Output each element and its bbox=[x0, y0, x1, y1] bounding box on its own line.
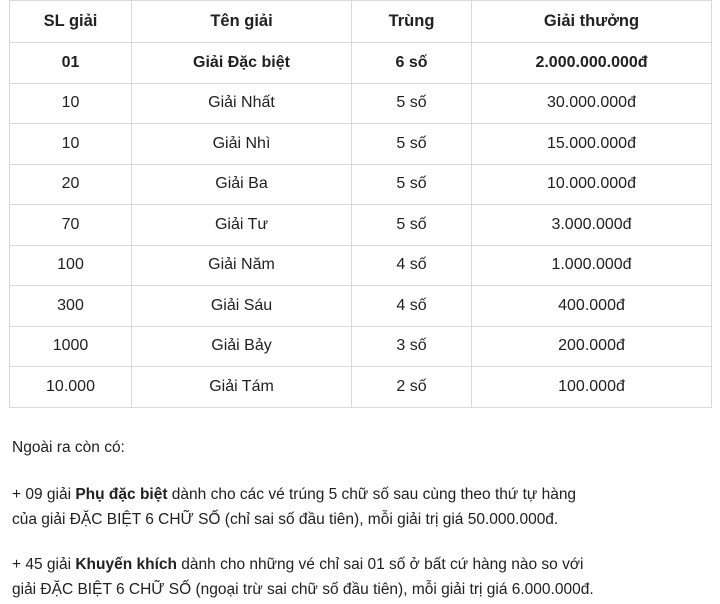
table-row bbox=[10, 83, 712, 124]
cell-prize-name: Giải Năm bbox=[132, 245, 352, 286]
cell-quantity: 10 bbox=[10, 124, 132, 165]
cell-prize-name: Giải Tư bbox=[132, 205, 352, 246]
note-consolation-prize bbox=[12, 532, 710, 602]
cell-prize-name: Giải Bảy bbox=[132, 326, 352, 367]
column-header-prize-name: Tên giải bbox=[132, 1, 352, 43]
cell-prize-name: Giải Nhì bbox=[132, 124, 352, 165]
note-special-sub-prize bbox=[12, 460, 710, 532]
table-row bbox=[10, 245, 712, 286]
note-line-1 bbox=[12, 482, 710, 507]
prize-table-body bbox=[10, 43, 712, 408]
notes-intro: Ngoài ra còn có: bbox=[12, 438, 125, 456]
cell-quantity: 70 bbox=[10, 205, 132, 246]
note-line-1 bbox=[12, 552, 710, 577]
note-line-2: của giải ĐẶC BIỆT 6 CHỮ SỐ (chỉ sai số đầu tiên), mỗi giải trị giá 50.000.000đ. bbox=[12, 510, 559, 528]
table-row bbox=[10, 43, 712, 84]
cell-prize-value: 3.000.000đ bbox=[472, 205, 712, 246]
cell-prize-value: 100.000đ bbox=[472, 367, 712, 408]
cell-prize-name: Giải Ba bbox=[132, 164, 352, 205]
note2-bold: Khuyến khích bbox=[75, 555, 177, 573]
cell-quantity: 10.000 bbox=[10, 367, 132, 408]
additional-notes bbox=[0, 408, 720, 602]
cell-quantity: 10 bbox=[10, 83, 132, 124]
cell-quantity: 01 bbox=[10, 43, 132, 84]
note2-prefix: + 45 giải bbox=[12, 555, 76, 573]
note1-bold: Phụ đặc biệt bbox=[75, 485, 168, 503]
note1-prefix: + 09 giải bbox=[12, 485, 76, 503]
cell-prize-value: 200.000đ bbox=[472, 326, 712, 367]
note-line-2: giải ĐẶC BIỆT 6 CHỮ SỐ (ngoại trừ sai chữ số đầu tiên), mỗi giải trị giá 6.000.000đ. bbox=[12, 580, 594, 598]
cell-prize-value: 30.000.000đ bbox=[472, 83, 712, 124]
cell-match: 5 số bbox=[352, 164, 472, 205]
column-header-prize-value: Giải thưởng bbox=[472, 1, 712, 43]
table-row bbox=[10, 286, 712, 327]
column-header-match: Trùng bbox=[352, 1, 472, 43]
table-row bbox=[10, 205, 712, 246]
table-row bbox=[10, 326, 712, 367]
table-row bbox=[10, 367, 712, 408]
table-row bbox=[10, 164, 712, 205]
table-row bbox=[10, 124, 712, 165]
column-header-quantity: SL giải bbox=[10, 1, 132, 43]
cell-match: 5 số bbox=[352, 205, 472, 246]
note2-rest: dành cho những vé chỉ sai 01 số ở bất cứ hàng nào so với bbox=[176, 555, 584, 573]
cell-prize-value: 10.000.000đ bbox=[472, 164, 712, 205]
cell-prize-name: Giải Nhất bbox=[132, 83, 352, 124]
cell-quantity: 100 bbox=[10, 245, 132, 286]
cell-prize-value: 2.000.000.000đ bbox=[472, 43, 712, 84]
cell-match: 6 số bbox=[352, 43, 472, 84]
prize-table bbox=[9, 0, 712, 408]
note1-rest: dành cho các vé trúng 5 chữ số sau cùng theo thứ tự hàng bbox=[167, 485, 577, 503]
cell-match: 2 số bbox=[352, 367, 472, 408]
cell-match: 3 số bbox=[352, 326, 472, 367]
cell-quantity: 1000 bbox=[10, 326, 132, 367]
cell-match: 5 số bbox=[352, 124, 472, 165]
cell-prize-value: 15.000.000đ bbox=[472, 124, 712, 165]
cell-prize-name: Giải Đặc biệt bbox=[132, 43, 352, 84]
cell-prize-name: Giải Tám bbox=[132, 367, 352, 408]
cell-match: 4 số bbox=[352, 245, 472, 286]
cell-quantity: 300 bbox=[10, 286, 132, 327]
cell-prize-value: 400.000đ bbox=[472, 286, 712, 327]
cell-quantity: 20 bbox=[10, 164, 132, 205]
table-header-row bbox=[10, 1, 712, 43]
cell-match: 5 số bbox=[352, 83, 472, 124]
prize-table-header bbox=[10, 1, 712, 43]
cell-match: 4 số bbox=[352, 286, 472, 327]
cell-prize-name: Giải Sáu bbox=[132, 286, 352, 327]
cell-prize-value: 1.000.000đ bbox=[472, 245, 712, 286]
